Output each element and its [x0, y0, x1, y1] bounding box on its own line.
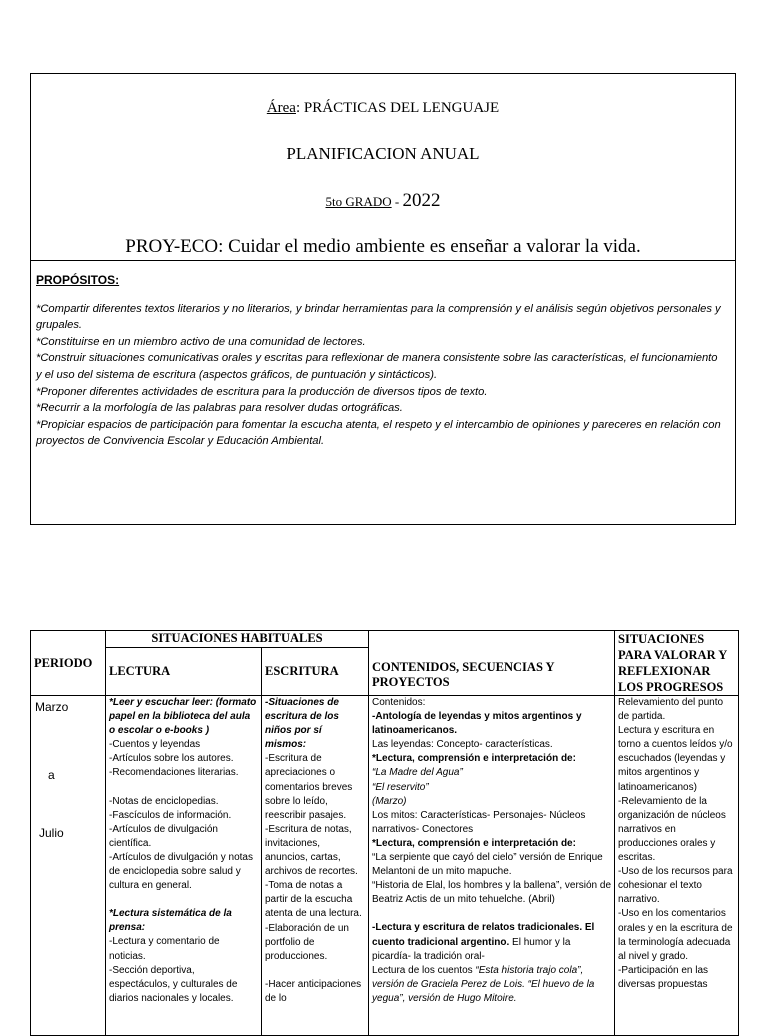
periodo-from: Marzo — [35, 700, 69, 714]
area-value: PRÁCTICAS DEL LENGUAJE — [303, 100, 500, 116]
proposito-item: *Proponer diferentes actividades de escritura para la producción de diversos tipos de texto. — [36, 385, 488, 398]
propositos-heading: PROPÓSITOS: — [36, 273, 120, 287]
planning-table — [30, 630, 739, 1036]
area-label: Área — [266, 100, 296, 116]
grade-label: 5to GRADO — [325, 194, 392, 209]
escritura-text: -Elaboración de un portfolio de producciones. — [265, 922, 349, 962]
grade-line — [31, 190, 735, 212]
contenidos-text: (Marzo) — [372, 795, 407, 807]
contenidos-text: “El reservito” — [372, 781, 429, 793]
propositos-section — [36, 272, 726, 450]
lectura-text: -Recomendaciones literarias. — [109, 767, 239, 779]
contenidos-text: El humor y la picardía- la tradición oral- — [372, 936, 571, 962]
lectura-text: -Artículos sobre los autores. — [109, 753, 234, 765]
header-frame — [30, 73, 736, 525]
escritura-text: -Toma de notas a partir de la escucha atenta de una lectura. — [265, 880, 362, 920]
contenidos-text: Contenidos: — [372, 697, 426, 708]
escritura-text: -Hacer anticipaciones de lo — [265, 978, 362, 1004]
periodo-a: a — [48, 768, 55, 782]
contenidos-text: -Antología de leyendas y mitos argentinos y latinoamericanos. — [372, 711, 582, 737]
lectura-text: -Sección deportiva, espectáculos, y culturales de diarios nacionales y locales. — [109, 964, 238, 1004]
valorar-text: -Relevamiento de la organización de núcleos narrativos en producciones orales y escritas. — [618, 795, 726, 864]
header-valorar: SITUACIONES PARA VALORAR Y REFLEXIONAR LOS PROGRESOS — [615, 631, 739, 696]
contenidos-text: *Lectura, comprensión e interpretación de: — [372, 753, 576, 765]
contenidos-text: Los mitos: Características- Personajes- Núcleos narrativos- Conectores — [372, 809, 586, 835]
valorar-text: Relevamiento del punto de partida. — [618, 697, 724, 723]
header-escritura: ESCRITURA — [262, 647, 369, 695]
proy-eco-title: PROY-ECO: Cuidar el medio ambiente es enseñar a valorar la vida. — [125, 236, 641, 257]
lectura-text: *Leer y escuchar leer: (formato papel en la biblioteca del aula o escolar o e-books ) — [109, 697, 257, 737]
contenidos-text: “Esta historia trajo cola”, versión de Graciela Perez de Lois. “El huevo de la yegua”, versión de Hugo Mitoire. — [372, 964, 595, 1004]
contenidos-text: -Lectura y escritura de relatos tradicionales. El cuento tradicional argentino. — [372, 922, 595, 948]
contenidos-text: Lectura de los cuentos — [372, 964, 476, 976]
proposito-item: *Construir situaciones comunicativas orales y escritas para reflexionar de manera consistente sobre las características, el funcionamiento y el uso del sistema de escritura (aspectos gráficos, de puntuación y sintácticos). — [36, 352, 718, 381]
year: 2022 — [402, 190, 441, 211]
proposito-item: *Recurrir a la morfología de las palabras para resolver dudas ortográficas. — [36, 402, 403, 415]
lectura-text: *Lectura sistemática de la prensa: — [109, 908, 232, 934]
grade-dash: - — [391, 194, 403, 209]
contenidos-text: “Historia de Elal, los hombres y la ballena”, versión de Beatriz Actis de un mito tehuelche. (Abril) — [372, 880, 612, 906]
valorar-text: -Uso de los recursos para cohesionar el texto narrativo. — [618, 866, 733, 906]
valorar-text: -Uso en los comentarios orales y en la escritura de la terminología adecuada al nivel y grado. — [618, 908, 733, 962]
lectura-text: -Artículos de divulgación científica. — [109, 823, 218, 849]
proposito-item: *Compartir diferentes textos literarios y no literarios, y brindar herramientas para la comprensión y el análisis según objetivos personales y grupales. — [36, 302, 721, 332]
lectura-text: -Notas de enciclopedias. — [109, 795, 219, 807]
escritura-cell — [262, 696, 369, 1036]
contenidos-text: “La serpiente que cayó del cielo” versión de Enrique Melantoni de un mito mapuche. — [372, 852, 603, 878]
valorar-cell — [615, 696, 739, 1036]
lectura-text: -Artículos de divulgación y notas de enciclopedia sobre salud y cultura en general. — [109, 851, 253, 892]
header-lectura: LECTURA — [106, 647, 262, 695]
header-periodo: PERIODO — [31, 631, 106, 696]
contenidos-text — [372, 921, 611, 963]
lectura-text: -Fascículos de información. — [109, 809, 232, 821]
escritura-text: -Escritura de notas, invitaciones, anuncios, cartas, archivos de recortes. — [265, 823, 358, 878]
periodo-cell — [31, 696, 106, 1036]
proposito-item: *Constituirse en un miembro activo de una comunidad de lectores. — [36, 335, 366, 348]
contenidos-text: “La Madre del Agua” — [372, 767, 463, 779]
periodo-to: Julio — [39, 826, 64, 840]
area-line — [31, 100, 735, 117]
contenidos-text — [372, 964, 611, 1006]
contenidos-text: Las leyendas: Concepto- características. — [372, 739, 553, 751]
header-situaciones-habituales: SITUACIONES HABITUALES — [106, 631, 369, 648]
lectura-text: -Cuentos y leyendas — [109, 739, 201, 751]
area-separator: : — [295, 100, 301, 116]
proposito-item: *Propiciar espacios de participación para fomentar la escucha atenta, el respeto y el intercambio de opiniones y pareceres en relación con proyectos de Convivencia Escolar y Educación Ambiental. — [36, 418, 721, 448]
header-contenidos: CONTENIDOS, SECUENCIAS Y PROYECTOS — [369, 631, 615, 696]
contenidos-text: *Lectura, comprensión e interpretación de: — [372, 837, 576, 849]
lectura-cell — [106, 696, 262, 1036]
escritura-text: -Escritura de apreciaciones o comentarios breves sobre lo leído, reescribir pasajes. — [265, 753, 353, 821]
plan-title: PLANIFICACION ANUAL — [286, 144, 480, 163]
escritura-text: -Situaciones de escritura de los niños por sí mismos: — [265, 697, 339, 751]
contenidos-cell — [369, 696, 615, 1036]
valorar-text: -Participación en las diversas propuestas — [618, 964, 709, 990]
lectura-text: -Lectura y comentario de noticias. — [109, 936, 220, 962]
title-block — [31, 74, 735, 261]
valorar-text: Lectura y escritura en torno a cuentos leídos y/o escuchados (leyendas y mitos argentinos y latinoamericanos) — [618, 725, 733, 793]
